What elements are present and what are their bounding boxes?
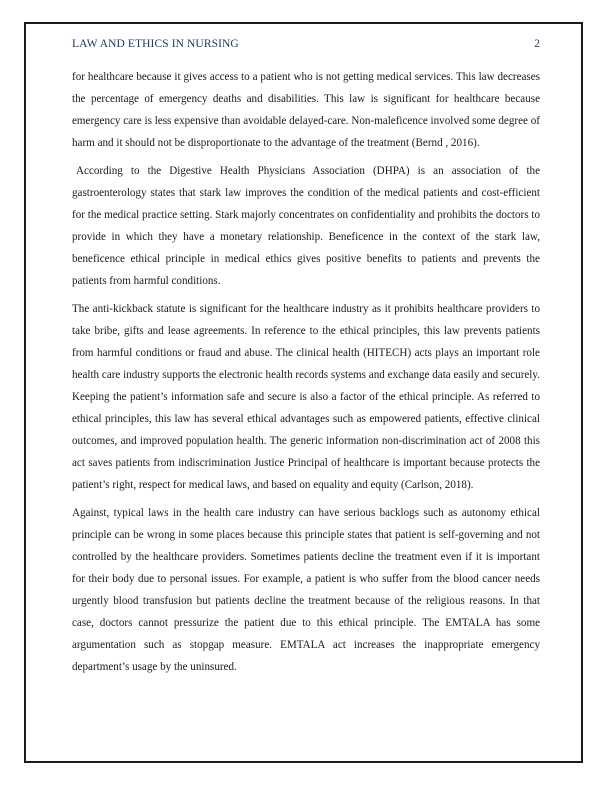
paragraph-2: According to the Digestive Health Physicians Association (DHPA) is an association of the gastroenterology states that stark law improves the condition of the medical patients and cost-efficient for the medical practice setting. Stark majorly concentrates on confidentiality and prohibits the doctors to provide in which they have a monetary relationship. Beneficence in the context of the stark law, beneficence ethical principle in medical ethics gives positive benefits to patients and prevents the patients from harmful conditions.	[72, 165, 540, 287]
running-title: LAW AND ETHICS IN NURSING	[72, 38, 239, 50]
paragraph-3: The anti-kickback statute is significant for the healthcare industry as it prohibits healthcare providers to take bribe, gifts and lease agreements. In reference to the ethical principles, this law prevents patients from harmful conditions or fraud and abuse. The clinical health (HITECH) acts plays an important role health care industry supports the electronic health records systems and exchange data easily and securely. Keeping the patient’s information safe and secure is also a factor of the ethical principle. As referred to ethical principles, this law has several ethical advantages such as empowered patients, effective clinical outcomes, and improved population health. The generic information non-discrimination act of 2008 this act saves patients from indiscrimination Justice Principal of healthcare is important because protects the patient’s right, respect for medical laws, and based on equality and equity (Carlson, 2018).	[72, 303, 540, 491]
paragraph-4: Against, typical laws in the health care industry can have serious backlogs such as autonomy ethical principle can be wrong in some places because this principle states that patient is self-governing and not controlled by the healthcare providers. Sometimes patients decline the treatment even if it is important for their body due to personal issues. For example, a patient is who suffer from the blood cancer needs urgently blood transfusion but patients decline the treatment because of the religious reasons. In that case, doctors cannot pressurize the patient due to this ethical principle. The EMTALA has some argumentation such as stopgap measure. EMTALA act increases the inappropriate emergency department’s usage by the uninsured.	[72, 507, 540, 673]
running-head	[72, 36, 540, 52]
page-number: 2	[534, 38, 540, 50]
paragraph-1: for healthcare because it gives access to a patient who is not getting medical services. This law decreases the percentage of emergency deaths and disabilities. This law is significant for healthcare because emergency care is less expensive than avoidable delayed-care. Non-maleficence involved some degree of harm and it should not be disproportionate to the advantage of the treatment (Bernd , 2016).	[72, 71, 540, 149]
document-body	[72, 66, 540, 678]
